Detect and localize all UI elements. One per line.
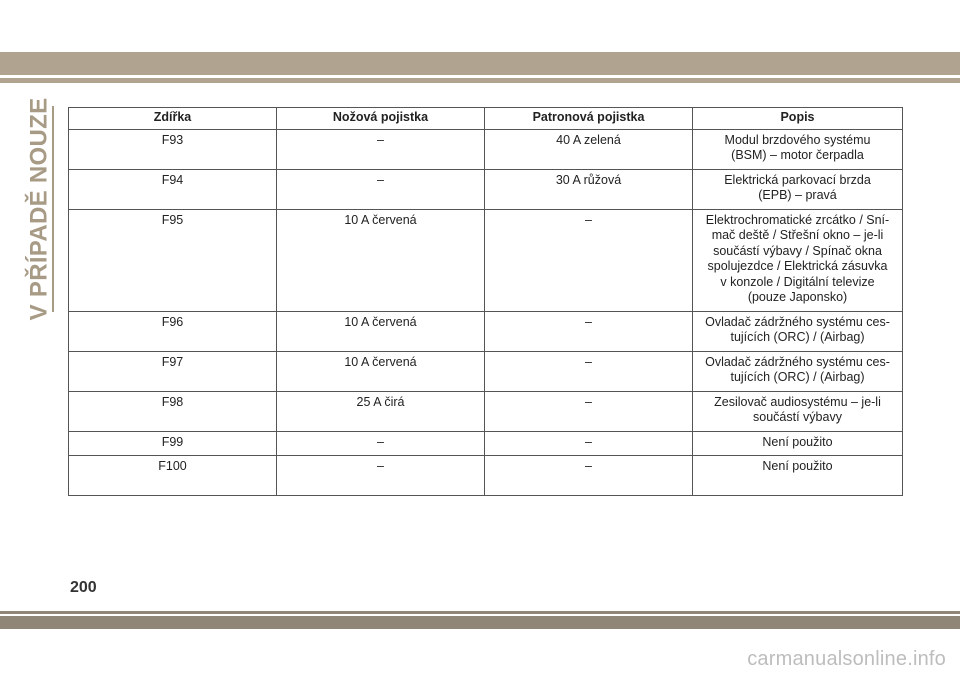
description-line: Ovladač zádržného systému ces-: [705, 314, 890, 329]
table-row: [69, 391, 903, 431]
description-line: mač deště / Střešní okno – je-li: [711, 228, 884, 242]
table-body: [69, 129, 903, 496]
section-title-rule: [52, 106, 54, 312]
fuse-table: [68, 107, 903, 496]
cell-blade-fuse: –: [277, 431, 485, 456]
header-band: [0, 52, 960, 75]
description-line: tujících (ORC) / (Airbag): [730, 330, 865, 344]
cell-blade-fuse: 10 A červená: [277, 351, 485, 391]
footer-band: [0, 616, 960, 629]
cell-description: [693, 431, 903, 456]
cell-cartridge-fuse: –: [485, 311, 693, 351]
cell-description: [693, 456, 903, 496]
table-header-row: [69, 108, 903, 130]
cell-socket: F96: [69, 311, 277, 351]
table-row: [69, 456, 903, 496]
cell-cartridge-fuse: –: [485, 209, 693, 311]
header-rule: [0, 78, 960, 83]
description-line: Není použito: [762, 459, 833, 473]
cell-socket: F99: [69, 431, 277, 456]
table-row: [69, 169, 903, 209]
cell-socket: F98: [69, 391, 277, 431]
cell-socket: F97: [69, 351, 277, 391]
cell-description: [693, 311, 903, 351]
description-line: Zesilovač audiosystému – je-li: [714, 394, 881, 409]
description-line: součástí výbavy: [753, 410, 842, 424]
cell-description: [693, 351, 903, 391]
cell-socket: F95: [69, 209, 277, 311]
cell-blade-fuse: –: [277, 129, 485, 169]
cell-cartridge-fuse: –: [485, 351, 693, 391]
table-row: [69, 351, 903, 391]
description-line: (pouze Japonsko): [747, 290, 848, 304]
description-line: (BSM) – motor čerpadla: [731, 148, 864, 162]
cell-blade-fuse: 10 A červená: [277, 209, 485, 311]
header-socket: Zdířka: [69, 108, 277, 130]
cell-description: [693, 209, 903, 311]
cell-socket: F94: [69, 169, 277, 209]
page-number: 200: [70, 579, 97, 596]
cell-description: [693, 129, 903, 169]
description-line: v konzole / Digitální televize: [720, 274, 875, 289]
cell-description: [693, 391, 903, 431]
description-line: Elektrická parkovací brzda: [724, 172, 871, 187]
description-line: součástí výbavy / Spínač okna: [713, 243, 882, 258]
cell-blade-fuse: –: [277, 169, 485, 209]
cell-blade-fuse: 25 A čirá: [277, 391, 485, 431]
description-line: (EPB) – pravá: [758, 188, 837, 202]
section-title: [22, 97, 56, 321]
table-row: [69, 129, 903, 169]
cell-socket: F93: [69, 129, 277, 169]
description-line: Modul brzdového systému: [724, 132, 871, 147]
watermark: carmanualsonline.info: [747, 648, 946, 670]
cell-description: [693, 169, 903, 209]
table-row: [69, 311, 903, 351]
header-blade-fuse: Nožová pojistka: [277, 108, 485, 130]
cell-cartridge-fuse: –: [485, 391, 693, 431]
cell-socket: F100: [69, 456, 277, 496]
table-row: [69, 431, 903, 456]
header-description: Popis: [693, 108, 903, 130]
cell-cartridge-fuse: 40 A zelená: [485, 129, 693, 169]
description-line: spolujezdce / Elektrická zásuvka: [707, 259, 888, 273]
cell-blade-fuse: –: [277, 456, 485, 496]
description-line: tujících (ORC) / (Airbag): [730, 370, 865, 384]
cell-cartridge-fuse: –: [485, 431, 693, 456]
description-line: Není použito: [762, 434, 833, 449]
table-row: [69, 209, 903, 311]
footer-rule: [0, 611, 960, 614]
description-line: [697, 475, 898, 491]
cell-cartridge-fuse: 30 A růžová: [485, 169, 693, 209]
description-line: Ovladač zádržného systému ces-: [705, 354, 890, 369]
section-title-text: V PŘÍPADĚ NOUZE: [25, 97, 52, 321]
description-line: Elektrochromatické zrcátko / Sní-: [705, 212, 890, 227]
cell-blade-fuse: 10 A červená: [277, 311, 485, 351]
header-cartridge-fuse: Patronová pojistka: [485, 108, 693, 130]
cell-cartridge-fuse: –: [485, 456, 693, 496]
